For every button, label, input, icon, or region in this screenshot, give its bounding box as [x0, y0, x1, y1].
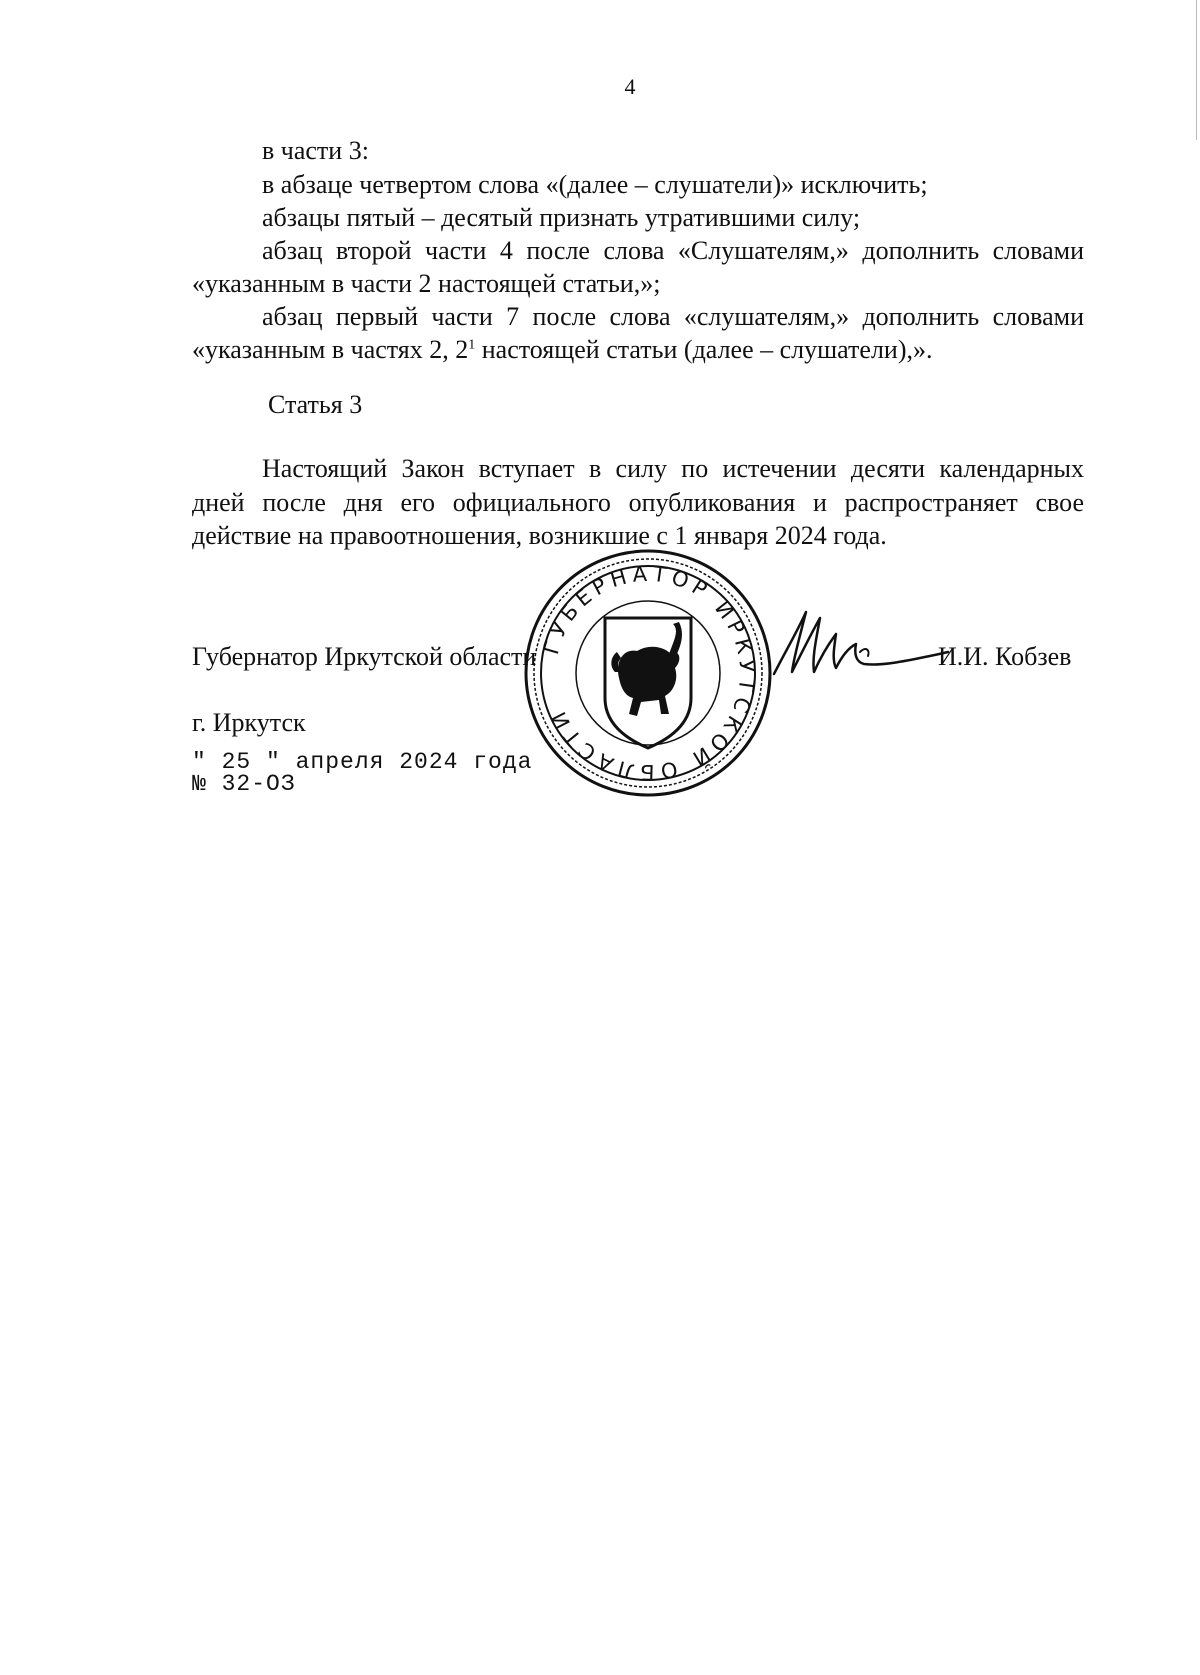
handwritten-signature — [770, 604, 950, 682]
page-number: 4 — [624, 74, 636, 99]
official-stamp — [523, 548, 773, 798]
stamp-text-path: ГУБЕРНАТОР ИРКУТСКОЙ ОБЛАСТИ — [538, 561, 760, 785]
city: г. Иркутск — [192, 708, 306, 737]
amendment-line: абзац второй части 4 после слова «Слушателям,» дополнить словами — [262, 236, 1084, 265]
document-number: № 32-ОЗ — [192, 771, 296, 797]
signatory-position: Губернатор Иркутской области — [192, 642, 537, 671]
article-heading: Статья 3 — [268, 390, 363, 419]
superscript: 1 — [468, 337, 476, 353]
article-text-line: Настоящий Закон вступает в силу по истечении десяти календарных — [262, 454, 1084, 483]
amendment-text: «указанным в частях 2, 2 — [192, 335, 469, 364]
babr-emblem-icon — [611, 622, 682, 716]
signatory-name: И.И. Кобзев — [938, 642, 1072, 671]
amendment-line: в абзаце четвертом слова «(далее – слушатели)» исключить; — [262, 170, 928, 199]
amendment-line: абзацы пятый – десятый признать утратившими силу; — [262, 203, 861, 232]
article-text-line: дней после дня его официального опубликования и распространяет свое — [192, 488, 1084, 517]
amendment-text: настоящей статьи (далее – слушатели),». — [475, 335, 933, 364]
amendment-line: в части 3: — [262, 136, 369, 165]
amendment-line: абзац первый части 7 после слова «слушателям,» дополнить словами — [262, 302, 1084, 331]
article-text-line: действие на правоотношения, возникшие с 1 января 2024 года. — [192, 521, 887, 550]
amendment-line: «указанным в части 2 настоящей статьи,»; — [192, 269, 661, 298]
document-date: " 25 " апреля 2024 года — [192, 749, 533, 775]
amendment-line — [192, 335, 932, 365]
scan-margin-line — [1196, 0, 1197, 140]
